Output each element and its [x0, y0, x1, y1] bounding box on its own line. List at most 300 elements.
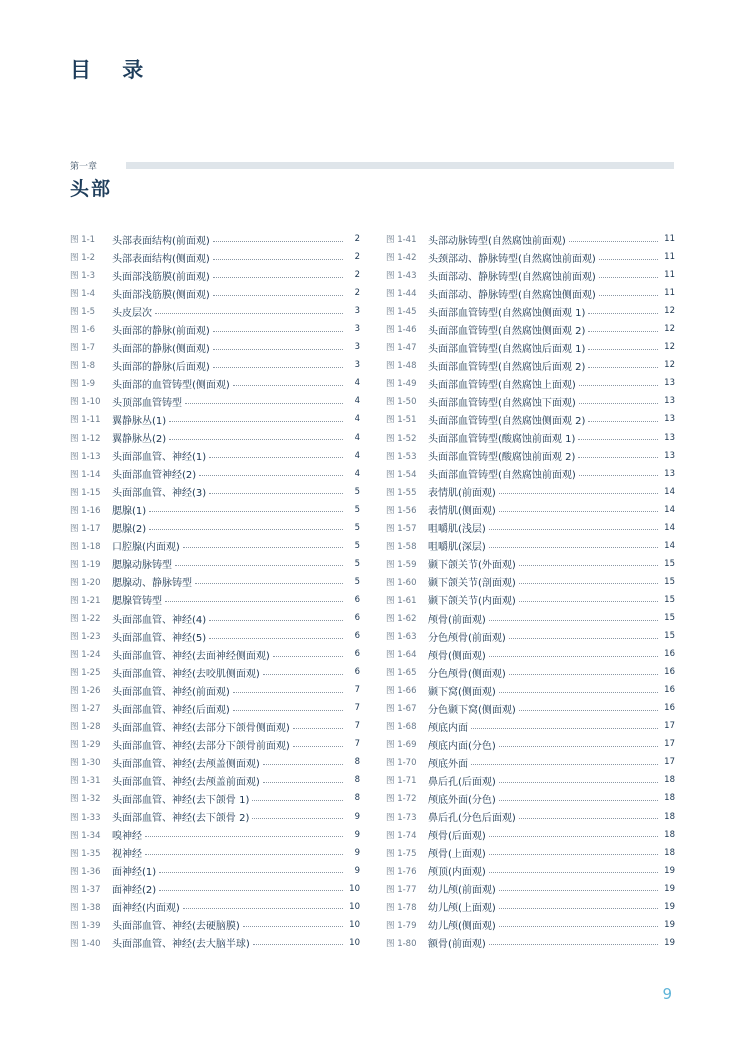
figure-caption: 头面部血管、神经(去颅盖侧面观) — [112, 758, 260, 770]
page-number: 9 — [662, 985, 672, 1003]
figure-caption: 幼儿颅(前面观) — [428, 885, 496, 897]
toc-entry[interactable] — [70, 771, 360, 789]
figure-page-number: 2 — [354, 270, 360, 281]
figure-caption: 鼻后孔(后面观) — [428, 776, 496, 788]
figure-page-number: 14 — [664, 522, 675, 533]
toc-entry[interactable] — [386, 735, 675, 753]
figure-page-number: 19 — [664, 901, 675, 912]
figure-page-number: 9 — [354, 865, 360, 876]
dot-leader — [489, 547, 658, 548]
toc-entry[interactable] — [386, 591, 675, 609]
toc-entry[interactable] — [386, 627, 675, 645]
toc-entry[interactable] — [70, 483, 360, 501]
dot-leader — [588, 421, 658, 422]
toc-entry[interactable] — [70, 338, 360, 356]
toc-entry[interactable] — [70, 284, 360, 302]
toc-entry[interactable] — [70, 609, 360, 627]
figure-caption: 头面部血管神经(2) — [112, 470, 197, 482]
figure-page-number: 11 — [664, 234, 675, 245]
figure-page-number: 13 — [664, 432, 675, 443]
figure-number: 图 1-38 — [70, 902, 101, 913]
toc-entry[interactable] — [386, 699, 675, 717]
figure-page-number: 19 — [664, 865, 675, 876]
figure-number: 图 1-69 — [386, 740, 417, 751]
figure-caption: 腮腺管铸型 — [112, 596, 162, 608]
figure-caption: 颅顶(内面观) — [428, 867, 486, 879]
figure-caption: 腮腺(2) — [112, 524, 147, 536]
dot-leader — [519, 601, 658, 602]
figure-page-number: 6 — [354, 667, 360, 678]
toc-entry[interactable] — [386, 248, 675, 266]
dot-leader — [183, 547, 343, 548]
toc-entry[interactable] — [70, 735, 360, 753]
dot-leader — [489, 854, 658, 855]
figure-page-number: 5 — [354, 558, 360, 569]
dot-leader — [209, 638, 343, 639]
figure-caption: 头面部血管、神经(3) — [112, 488, 207, 500]
figure-page-number: 11 — [664, 270, 675, 281]
figure-number: 图 1-57 — [386, 523, 417, 534]
figure-number: 图 1-1 — [70, 235, 96, 246]
toc-entry[interactable] — [70, 880, 360, 898]
figure-caption: 腮腺动脉铸型 — [112, 560, 172, 572]
dot-leader — [579, 385, 658, 386]
toc-entry[interactable] — [386, 555, 675, 573]
figure-page-number: 12 — [664, 360, 675, 371]
toc-entry[interactable] — [70, 392, 360, 410]
figure-caption: 头部表面结构(侧面观) — [112, 253, 210, 265]
toc-entry[interactable] — [386, 862, 675, 880]
toc-entry[interactable] — [70, 447, 360, 465]
figure-number: 图 1-63 — [386, 632, 417, 643]
dot-leader — [579, 403, 658, 404]
dot-leader — [273, 656, 343, 657]
figure-number: 图 1-29 — [70, 740, 101, 751]
toc-entry[interactable] — [386, 880, 675, 898]
figure-page-number: 19 — [664, 919, 675, 930]
figure-page-number: 3 — [354, 306, 360, 317]
dot-leader — [499, 800, 658, 801]
figure-caption: 分色颞下窝(侧面观) — [428, 704, 516, 716]
figure-caption: 咀嚼肌(深层) — [428, 542, 486, 554]
figure-number: 图 1-16 — [70, 505, 101, 516]
figure-page-number: 13 — [664, 468, 675, 479]
figure-caption: 头面部血管、神经(去大脑半球) — [112, 939, 250, 951]
figure-caption: 分色颅骨(前面观) — [428, 632, 506, 644]
toc-entry[interactable] — [386, 789, 675, 807]
toc-entry[interactable] — [70, 916, 360, 934]
toc-entry[interactable] — [70, 248, 360, 266]
figure-number: 图 1-8 — [70, 361, 96, 372]
figure-number: 图 1-74 — [386, 830, 417, 841]
figure-number: 图 1-7 — [70, 343, 96, 354]
toc-entry[interactable] — [70, 898, 360, 916]
dot-leader — [578, 457, 658, 458]
toc-entry[interactable] — [386, 808, 675, 826]
figure-page-number: 11 — [664, 288, 675, 299]
figure-page-number: 13 — [664, 378, 675, 389]
figure-page-number: 10 — [349, 937, 360, 948]
figure-page-number: 4 — [354, 396, 360, 407]
toc-entry[interactable] — [386, 465, 675, 483]
toc-entry[interactable] — [70, 501, 360, 519]
figure-caption: 头皮层次 — [112, 307, 152, 319]
dot-leader — [155, 313, 343, 314]
dot-leader — [149, 511, 343, 512]
figure-page-number: 6 — [354, 631, 360, 642]
toc-entry[interactable] — [386, 392, 675, 410]
figure-number: 图 1-33 — [70, 812, 101, 823]
figure-caption: 腮腺(1) — [112, 506, 147, 518]
figure-number: 图 1-76 — [386, 866, 417, 877]
figure-page-number: 4 — [354, 432, 360, 443]
dot-leader — [499, 692, 658, 693]
figure-page-number: 13 — [664, 450, 675, 461]
toc-entry[interactable] — [386, 916, 675, 934]
figure-page-number: 14 — [664, 504, 675, 515]
figure-caption: 头部动脉铸型(自然腐蚀前面观) — [428, 235, 566, 247]
figure-caption: 头面部血管、神经(去硬脑膜) — [112, 921, 240, 933]
figure-page-number: 7 — [354, 703, 360, 714]
figure-number: 图 1-37 — [70, 884, 101, 895]
figure-caption: 头面部血管、神经(去部分下颌骨前面观) — [112, 740, 290, 752]
dot-leader — [213, 349, 343, 350]
toc-column-right — [386, 230, 675, 952]
figure-number: 图 1-46 — [386, 325, 417, 336]
figure-caption: 咀嚼肌(浅层) — [428, 524, 486, 536]
toc-entry[interactable] — [386, 501, 675, 519]
figure-number: 图 1-32 — [70, 794, 101, 805]
figure-number: 图 1-11 — [70, 415, 101, 426]
figure-caption: 表情肌(侧面观) — [428, 506, 496, 518]
figure-number: 图 1-24 — [70, 650, 101, 661]
toc-entry[interactable] — [386, 663, 675, 681]
figure-caption: 分色颅骨(侧面观) — [428, 668, 506, 680]
figure-caption: 头面部血管铸型(自然腐蚀下面观) — [428, 397, 576, 409]
dot-leader — [579, 475, 658, 476]
figure-caption: 头顶部血管铸型 — [112, 397, 182, 409]
figure-page-number: 10 — [349, 883, 360, 894]
toc-column-left — [70, 230, 360, 952]
figure-number: 图 1-62 — [386, 614, 417, 624]
figure-page-number: 10 — [349, 919, 360, 930]
figure-page-number: 8 — [354, 757, 360, 768]
toc-entry[interactable] — [70, 717, 360, 735]
figure-number: 图 1-45 — [386, 307, 417, 318]
toc-entry[interactable] — [386, 410, 675, 428]
toc-entry[interactable] — [386, 519, 675, 537]
toc-entry[interactable] — [386, 374, 675, 392]
figure-number: 图 1-48 — [386, 361, 417, 372]
toc-entry[interactable] — [70, 789, 360, 807]
dot-leader — [519, 818, 658, 819]
dot-leader — [185, 403, 343, 404]
toc-entry[interactable] — [386, 537, 675, 555]
toc-entry[interactable] — [386, 284, 675, 302]
dot-leader — [213, 277, 343, 278]
toc-entry[interactable] — [70, 645, 360, 663]
figure-caption: 头面部血管、神经(1) — [112, 452, 207, 464]
dot-leader — [209, 493, 343, 494]
figure-number: 图 1-43 — [386, 271, 417, 282]
toc-entry[interactable] — [386, 681, 675, 699]
figure-caption: 头颈部动、静脉铸型(自然腐蚀前面观) — [428, 253, 596, 265]
dot-leader — [159, 872, 343, 873]
toc-entry[interactable] — [70, 862, 360, 880]
figure-page-number: 9 — [354, 829, 360, 840]
figure-number: 图 1-12 — [70, 433, 101, 444]
toc-entry[interactable] — [70, 519, 360, 537]
figure-caption: 颅骨(前面观) — [428, 614, 486, 626]
toc-entry[interactable] — [386, 844, 675, 862]
toc-entry[interactable] — [70, 320, 360, 338]
figure-caption: 头面部动、静脉铸型(自然腐蚀侧面观) — [428, 289, 596, 301]
figure-caption: 头面部血管、神经(5) — [112, 632, 207, 644]
figure-caption: 头面部动、静脉铸型(自然腐蚀前面观) — [428, 271, 596, 283]
dot-leader — [499, 782, 658, 783]
figure-page-number: 15 — [664, 558, 675, 569]
figure-caption: 头面部血管、神经(去咬肌侧面观) — [112, 668, 260, 680]
toc-entry[interactable] — [70, 844, 360, 862]
toc-entry[interactable] — [70, 934, 360, 952]
figure-caption: 头面部浅筋膜(侧面观) — [112, 289, 210, 301]
figure-number: 图 1-51 — [386, 415, 417, 426]
figure-page-number: 11 — [664, 252, 675, 263]
toc-entry[interactable] — [70, 537, 360, 555]
figure-page-number: 15 — [664, 631, 675, 642]
figure-page-number: 10 — [349, 901, 360, 912]
figure-page-number: 2 — [354, 252, 360, 263]
figure-number: 图 1-73 — [386, 812, 417, 823]
figure-number: 图 1-65 — [386, 668, 417, 679]
figure-page-number: 15 — [664, 613, 675, 623]
figure-page-number: 16 — [664, 667, 675, 678]
figure-page-number: 9 — [354, 847, 360, 858]
figure-page-number: 5 — [354, 540, 360, 551]
figure-caption: 头面部血管、神经(4) — [112, 614, 207, 626]
figure-page-number: 6 — [354, 594, 360, 605]
figure-number: 图 1-34 — [70, 830, 101, 841]
figure-number: 图 1-41 — [386, 235, 417, 246]
dot-leader — [499, 926, 658, 927]
figure-page-number: 14 — [664, 540, 675, 551]
toc-entry[interactable] — [70, 591, 360, 609]
figure-caption: 头面部血管、神经(去下颌骨 1) — [112, 794, 250, 806]
dot-leader — [509, 638, 658, 639]
page-title: 目 录 — [70, 58, 156, 82]
dot-leader — [471, 728, 658, 729]
dot-leader — [499, 908, 658, 909]
toc-entry[interactable] — [386, 483, 675, 501]
dot-leader — [569, 241, 658, 242]
figure-caption: 颞下颌关节(外面观) — [428, 560, 516, 572]
toc-entry[interactable] — [386, 320, 675, 338]
figure-page-number: 18 — [664, 793, 675, 804]
figure-caption: 颞下颌关节(剖面观) — [428, 578, 516, 590]
figure-number: 图 1-42 — [386, 253, 417, 264]
toc-entry[interactable] — [386, 356, 675, 374]
toc-entry[interactable] — [70, 374, 360, 392]
dot-leader — [471, 764, 658, 765]
dot-leader — [169, 439, 343, 440]
figure-number: 图 1-4 — [70, 289, 96, 300]
figure-number: 图 1-78 — [386, 902, 417, 913]
dot-leader — [263, 782, 343, 783]
toc-entry[interactable] — [386, 609, 675, 627]
toc-entry[interactable] — [386, 645, 675, 663]
figure-page-number: 2 — [354, 234, 360, 245]
dot-leader — [213, 367, 343, 368]
figure-caption: 头面部血管铸型(自然腐蚀侧面观 2) — [428, 325, 586, 337]
figure-page-number: 4 — [354, 468, 360, 479]
dot-leader — [209, 457, 343, 458]
toc-entry[interactable] — [386, 302, 675, 320]
toc-entry[interactable] — [386, 429, 675, 447]
chapter-title: 头部 — [70, 178, 113, 200]
toc-entry[interactable] — [70, 302, 360, 320]
toc-entry[interactable] — [386, 573, 675, 591]
figure-page-number: 17 — [664, 721, 675, 732]
figure-number: 图 1-44 — [386, 289, 417, 300]
toc-entry[interactable] — [386, 934, 675, 952]
figure-number: 图 1-50 — [386, 397, 417, 408]
figure-page-number: 15 — [664, 594, 675, 605]
figure-number: 图 1-19 — [70, 559, 101, 570]
toc-entry[interactable] — [386, 338, 675, 356]
dot-leader — [293, 746, 343, 747]
toc-entry[interactable] — [386, 898, 675, 916]
dot-leader — [599, 295, 658, 296]
toc-entry[interactable] — [70, 429, 360, 447]
toc-entry[interactable] — [70, 266, 360, 284]
figure-caption: 颞下窝(侧面观) — [428, 686, 496, 698]
figure-number: 图 1-2 — [70, 253, 96, 264]
figure-page-number: 8 — [354, 793, 360, 804]
figure-caption: 头面部的静脉(前面观) — [112, 325, 210, 337]
figure-caption: 颅底内面 — [428, 722, 468, 734]
dot-leader — [209, 620, 343, 621]
figure-caption: 颅底外面 — [428, 758, 468, 770]
toc-entry[interactable] — [386, 230, 675, 248]
toc-entry[interactable] — [70, 826, 360, 844]
figure-caption: 头面部血管铸型(自然腐蚀上面观) — [428, 379, 576, 391]
figure-number: 图 1-35 — [70, 848, 101, 859]
figure-number: 图 1-40 — [70, 938, 101, 949]
dot-leader — [145, 836, 343, 837]
toc-entry[interactable] — [386, 826, 675, 844]
figure-number: 图 1-75 — [386, 848, 417, 859]
figure-caption: 面神经(1) — [112, 867, 157, 879]
toc-entry[interactable] — [386, 717, 675, 735]
figure-number: 图 1-21 — [70, 595, 101, 606]
toc-entry[interactable] — [70, 356, 360, 374]
figure-number: 图 1-54 — [386, 469, 417, 480]
figure-caption: 头面部血管铸型(酸腐蚀前面观 1) — [428, 434, 576, 446]
toc-entry[interactable] — [386, 753, 675, 771]
figure-page-number: 19 — [664, 883, 675, 894]
figure-page-number: 2 — [354, 288, 360, 299]
dot-leader — [149, 529, 343, 530]
toc-entry[interactable] — [70, 573, 360, 591]
figure-page-number: 12 — [664, 342, 675, 353]
figure-number: 图 1-67 — [386, 704, 417, 715]
toc-entry[interactable] — [70, 555, 360, 573]
toc-entry[interactable] — [386, 771, 675, 789]
dot-leader — [588, 367, 658, 368]
toc-entry[interactable] — [70, 627, 360, 645]
figure-page-number: 8 — [354, 775, 360, 786]
toc-entry[interactable] — [70, 681, 360, 699]
chapter-label: 第一章 — [70, 162, 98, 172]
toc-entry[interactable] — [386, 266, 675, 284]
figure-page-number: 3 — [354, 360, 360, 371]
figure-number: 图 1-26 — [70, 686, 101, 697]
figure-number: 图 1-31 — [70, 776, 101, 787]
toc-entry[interactable] — [70, 465, 360, 483]
figure-caption: 头面部浅筋膜(前面观) — [112, 271, 210, 283]
figure-page-number: 18 — [664, 847, 675, 858]
figure-caption: 表情肌(前面观) — [428, 488, 496, 500]
figure-number: 图 1-14 — [70, 469, 101, 480]
dot-leader — [199, 475, 343, 476]
figure-number: 图 1-5 — [70, 307, 96, 318]
figure-page-number: 5 — [354, 576, 360, 587]
figure-caption: 口腔腺(内面观) — [112, 542, 180, 554]
figure-page-number: 4 — [354, 414, 360, 425]
dot-leader — [263, 674, 343, 675]
figure-number: 图 1-39 — [70, 920, 101, 931]
figure-number: 图 1-61 — [386, 595, 417, 606]
figure-caption: 头面部血管铸型(自然腐蚀侧面观 1) — [428, 307, 586, 319]
figure-page-number: 5 — [354, 486, 360, 497]
figure-caption: 头面部血管、神经(去部分下颌骨侧面观) — [112, 722, 290, 734]
figure-number: 图 1-6 — [70, 325, 96, 336]
toc-entry[interactable] — [70, 663, 360, 681]
figure-number: 图 1-25 — [70, 668, 101, 679]
figure-number: 图 1-18 — [70, 541, 101, 552]
figure-caption: 头面部血管、神经(去下颌骨 2) — [112, 813, 250, 825]
dot-leader — [213, 259, 343, 260]
toc-entry[interactable] — [70, 410, 360, 428]
figure-caption: 头部表面结构(前面观) — [112, 235, 210, 247]
figure-page-number: 16 — [664, 685, 675, 696]
toc-entry[interactable] — [70, 699, 360, 717]
figure-number: 图 1-9 — [70, 379, 96, 390]
dot-leader — [175, 565, 343, 566]
figure-number: 图 1-52 — [386, 433, 417, 444]
figure-caption: 颅骨(侧面观) — [428, 650, 486, 662]
figure-caption: 幼儿颅(侧面观) — [428, 921, 496, 933]
figure-page-number: 16 — [664, 649, 675, 660]
figure-number: 图 1-13 — [70, 451, 101, 462]
dot-leader — [169, 421, 343, 422]
toc-entry[interactable] — [70, 753, 360, 771]
dot-leader — [195, 583, 343, 584]
toc-entry[interactable] — [386, 447, 675, 465]
toc-entry[interactable] — [70, 230, 360, 248]
figure-page-number: 6 — [354, 613, 360, 623]
dot-leader — [252, 818, 343, 819]
figure-page-number: 18 — [664, 811, 675, 822]
figure-number: 图 1-3 — [70, 271, 96, 282]
toc-entry[interactable] — [70, 808, 360, 826]
dot-leader — [489, 656, 658, 657]
figure-page-number: 18 — [664, 829, 675, 840]
figure-number: 图 1-15 — [70, 487, 101, 498]
figure-number: 图 1-60 — [386, 577, 417, 588]
dot-leader — [489, 944, 658, 945]
figure-number: 图 1-20 — [70, 577, 101, 588]
